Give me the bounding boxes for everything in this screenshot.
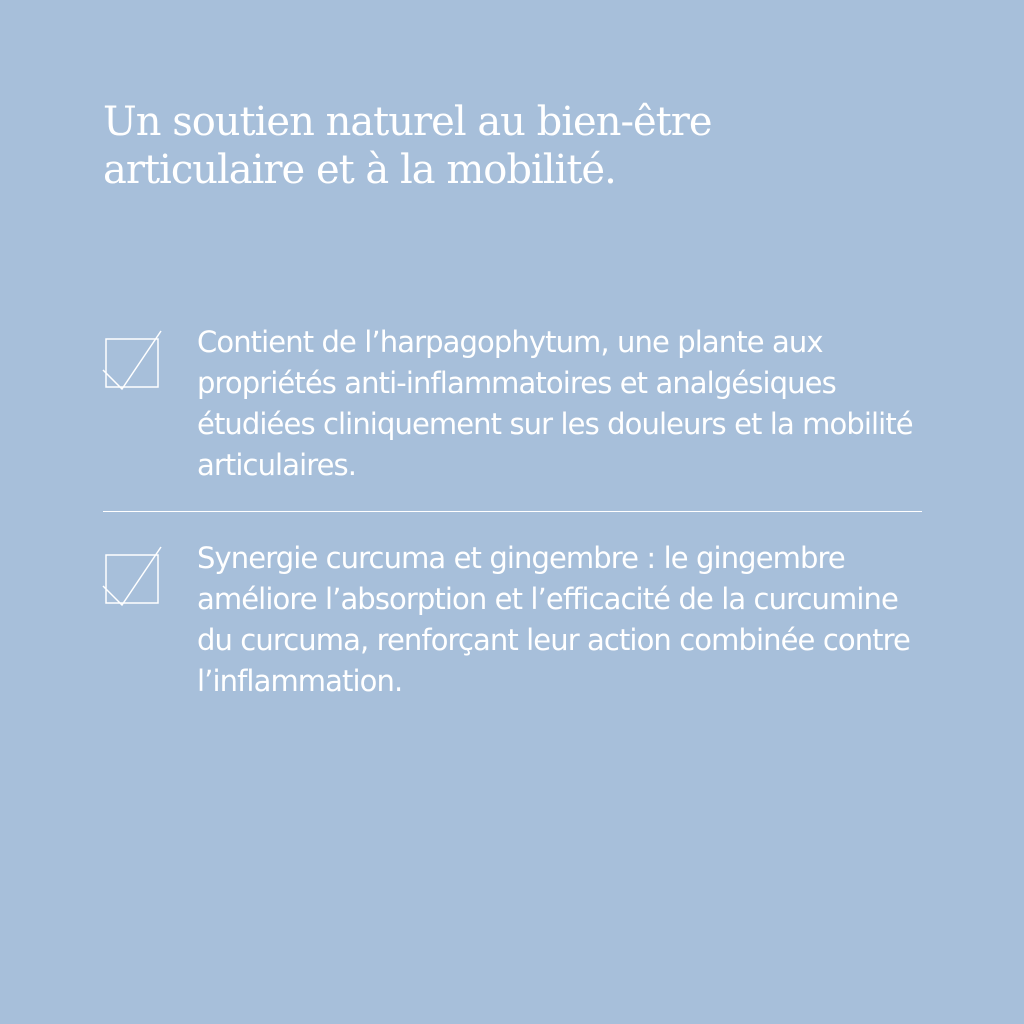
checkbox-checked-icon — [102, 546, 162, 608]
benefit-text: Synergie curcuma et gingembre : le gingembre améliore l’absorption et l’efficacité de la curcumine du curcuma, renforçant leur action combinée contre l’inflammation. — [197, 541, 910, 698]
divider — [103, 511, 922, 512]
benefit-text: Contient de l’harpagophytum, une plante aux propriétés anti-inflammatoires et analgésiques étudiées cliniquement sur les douleurs et la mobilité articulaires. — [197, 325, 913, 482]
page-title: Un soutien naturel au bien-être articulaire et à la mobilité. — [103, 99, 712, 193]
checkbox-checked-icon — [102, 330, 162, 392]
